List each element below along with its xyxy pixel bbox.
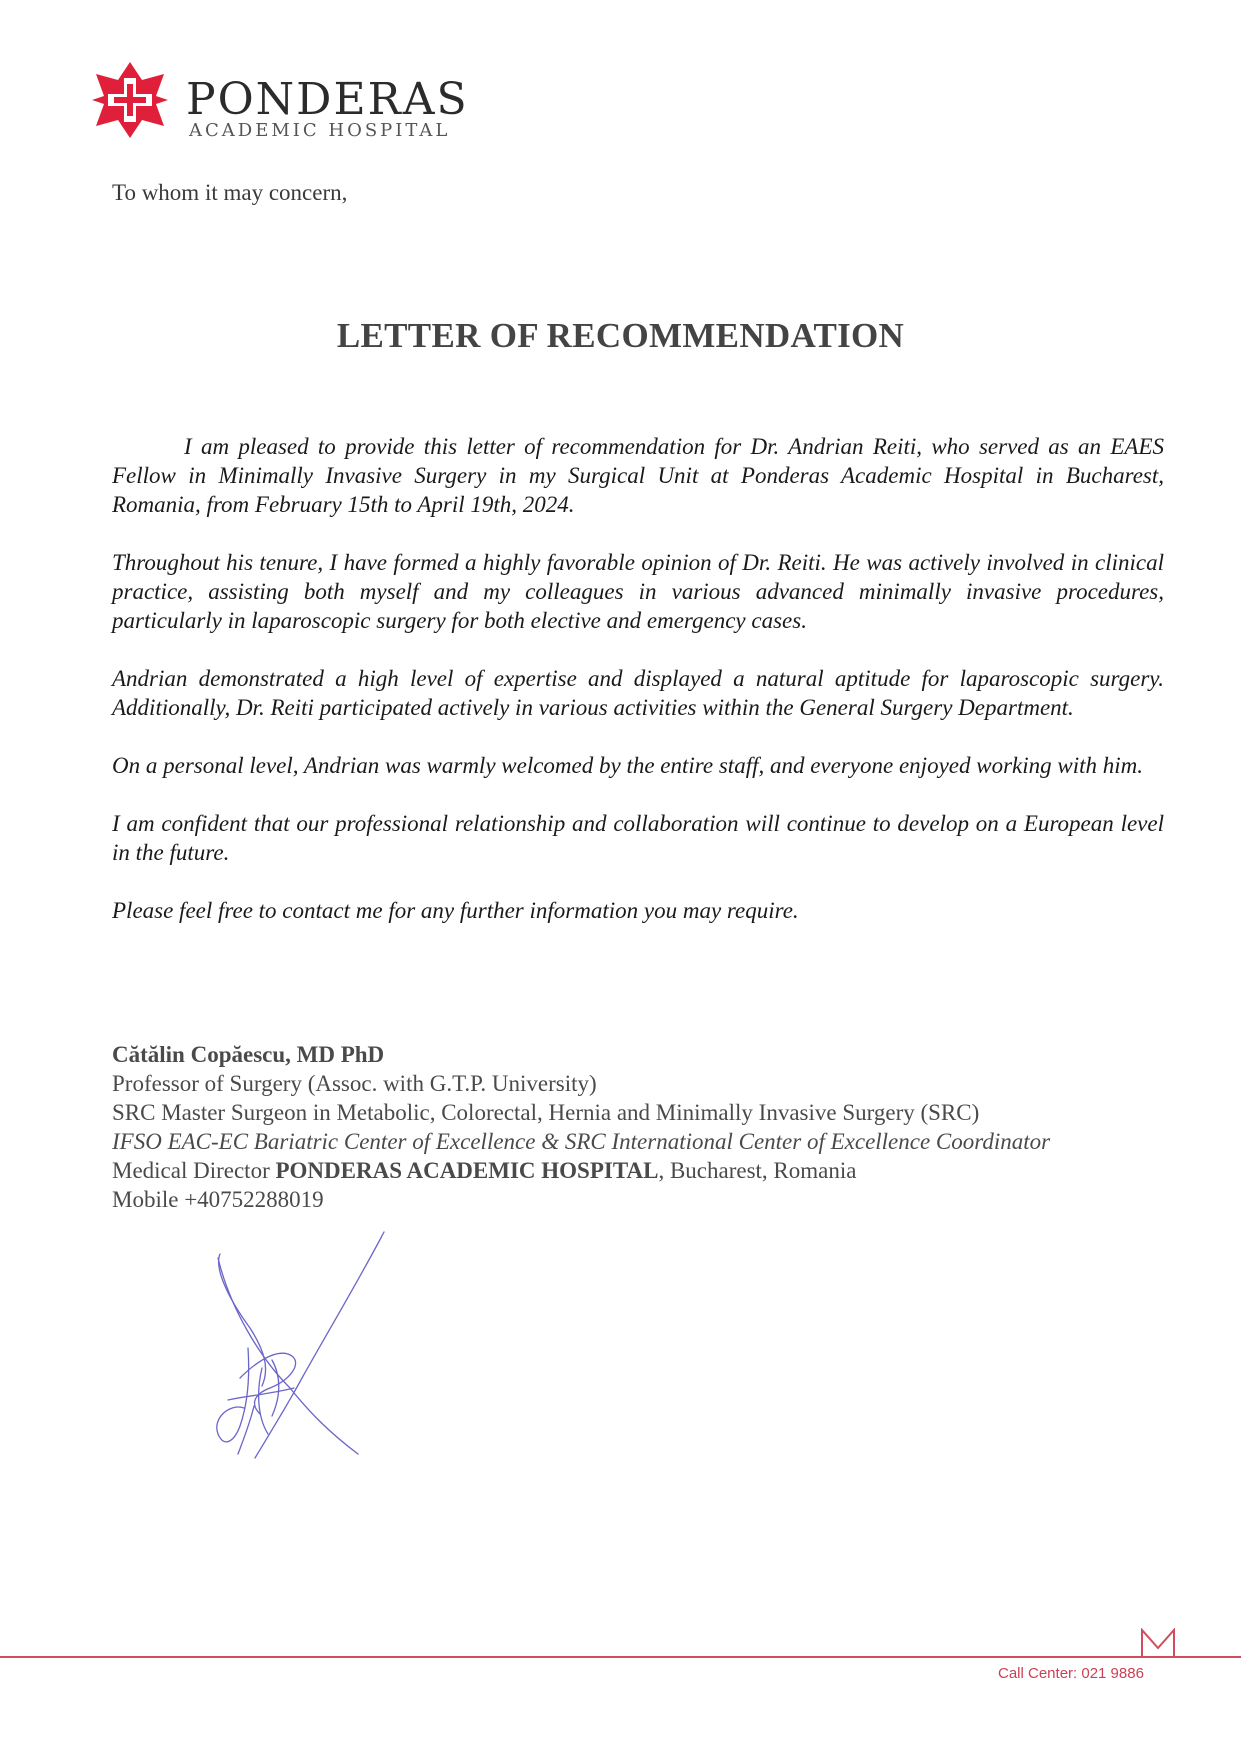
handwritten-signature-icon bbox=[210, 1228, 410, 1478]
paragraph-5: I am confident that our professional relationship and collaboration will continue to develop on a European level in the future. bbox=[112, 811, 1164, 865]
m-mark-icon bbox=[1138, 1628, 1178, 1658]
paragraph-3: Andrian demonstrated a high level of expertise and displayed a natural aptitude for laparoscopic surgery. Additionally, Dr. Reiti participated actively in various activities within the General Surgery Department. bbox=[112, 666, 1164, 720]
letter-body bbox=[112, 432, 1164, 954]
call-center: Call Center: 021 9886 bbox=[998, 1665, 1144, 1682]
hospital-name: PONDERAS ACADEMIC HOSPITAL bbox=[275, 1158, 659, 1183]
signatory-title-1: Professor of Surgery (Assoc. with G.T.P. University) bbox=[112, 1071, 597, 1096]
letter-title: LETTER OF RECOMMENDATION bbox=[336, 316, 905, 355]
signatory-title-3: IFSO EAC-EC Bariatric Center of Excellence & SRC International Center of Excellence Coordinator bbox=[112, 1129, 1051, 1154]
footer-divider bbox=[0, 1656, 1241, 1658]
paragraph-4: On a personal level, Andrian was warmly welcomed by the entire staff, and everyone enjoyed working with him. bbox=[112, 753, 1143, 778]
paragraph-2: Throughout his tenure, I have formed a highly favorable opinion of Dr. Reiti. He was actively involved in clinical practice, assisting both myself and my colleagues in various advanced minimally invasive procedures, particularly in laparoscopic surgery for both elective and emergency cases. bbox=[112, 550, 1164, 633]
hospital-logo bbox=[90, 60, 470, 150]
brand-name: PONDERAS bbox=[186, 74, 469, 125]
red-star-logo-icon bbox=[90, 60, 170, 140]
signatory-title-2: SRC Master Surgeon in Metabolic, Colorectal, Hernia and Minimally Invasive Surgery (SRC) bbox=[112, 1100, 980, 1125]
signatory-title-4 bbox=[112, 1156, 1050, 1185]
salutation: To whom it may concern, bbox=[112, 180, 348, 205]
signatory-mobile: Mobile +40752288019 bbox=[112, 1187, 324, 1212]
paragraph-1: I am pleased to provide this letter of recommendation for Dr. Andrian Reiti, who served as an EAES Fellow in Minimally Invasive Surgery in my Surgical Unit at Ponderas Academic Hospital in Bucharest, Romania, from February 15th to April 19th, 2024. bbox=[112, 434, 1164, 517]
signatory-block bbox=[112, 1040, 1050, 1214]
title-4-suffix: , Bucharest, Romania bbox=[658, 1158, 857, 1183]
title-4-prefix: Medical Director bbox=[112, 1158, 276, 1183]
paragraph-6: Please feel free to contact me for any further information you may require. bbox=[112, 898, 799, 923]
brand-subtitle: ACADEMIC HOSPITAL bbox=[189, 120, 451, 141]
signatory-name: Cătălin Copăescu, MD PhD bbox=[112, 1042, 385, 1067]
